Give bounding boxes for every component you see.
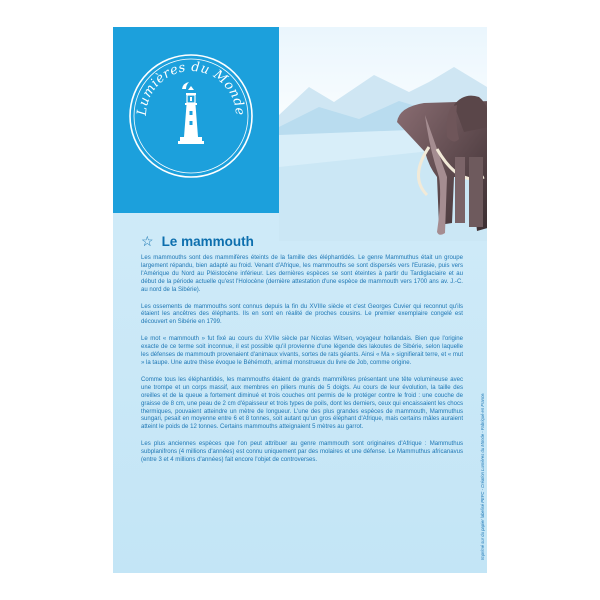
mammoth-illustration [279,27,487,241]
paragraph: Le mot « mammouth » fut fixé au cours du XVIIe siècle par Nicolas Witsen, voyageur hollandais. Bien que l'origine exacte de ce terme soit inconnue, il est possible qu'il provienne d'une légende des lakoutes de Sibérie, selon laquelle les défenses de mammouth provenaient d'animaux vivants, sortes de rats géants. Ainsi « Ma » signifierait terre, et « mut » la taupe. Une autre thèse évoque le Béhémoth, animal monstrueux du livre de Job, comme origine. [141,336,463,366]
lighthouse-logo [128,53,254,179]
paragraph: Les mammouths sont des mammifères éteints de la famille des éléphantidés. Le genre Mammuthus était un groupe largement répandu, bien adapté au froid. Venant d'Afrique, les mammouths se sont dispersés vers l'Eurasie, puis vers l'Amérique du Nord au Pléistocène inférieur. Les dernières espèces se sont éteintes à partir du Tardiglaciaire et au début de la période actuelle qu'est l'Holocène (dernière attestation d'une espèce de mammouth vers 1700 ans av. J.-C. au nord de la Sibérie). [141,255,463,293]
logo-text: Lumières du Monde [134,59,248,117]
side-note [474,310,485,560]
paragraph: Les plus anciennes espèces que l'on peut attribuer au genre mammouth sont originaires d'Afrique : Mammuthus subplanifrons (4 millions d'années) est connu uniquement par des molaires et une défense. Le Mammuthus africanavus (entre 3 et 4 millions d'années) fait encore l'objet de controverses. [141,441,463,464]
logo-panel [113,27,279,213]
article-title [141,231,254,251]
title-text: Le mammouth [161,233,254,249]
info-card [113,27,487,573]
star-outline-icon: ☆ [141,232,154,249]
paragraph: Les ossements de mammouths sont connus depuis la fin du XVIIIe siècle et c'est Georges Cuvier qui reconnut qu'ils étaient les ancêtres des éléphants. Ils en sont en réalité de proches cousins. Le premier exemplaire congelé est découvert en Sibérie en 1799. [141,303,463,326]
article-body [141,255,463,474]
paragraph: Comme tous les éléphantidés, les mammouths étaient de grands mammifères présentant une tête volumineuse avec une trompe et un corps massif, aux membres en piliers munis de 5 doigts. Au cours de leur évolution, la taille des oreilles et de la queue a fortement diminué et trois couches ont permis de le protéger contre le froid : une couche de graisse de 8 cm, une peau de 2 cm d'épaisseur et trois types de poils, dont les derniers, ceux qui encaissaient les chocs thermiques, pouvaient atteindre un mètre de longueur. L'une des plus grandes espèces de mammouth, Mammuthus sungari, pesait en moyenne entre 6 et 8 tonnes, soit autant qu'un gros éléphant d'Afrique, mais certains mâles auraient atteint le poids de 12 tonnes. Certains mammouths atteignaient 5 mètres au garrot. [141,376,463,431]
lighthouse-icon [178,82,204,144]
side-note-text: Imprimé sur du papier labelisé PEFC - Création Lumières du Monde - Fabriqué en France. [480,392,485,560]
